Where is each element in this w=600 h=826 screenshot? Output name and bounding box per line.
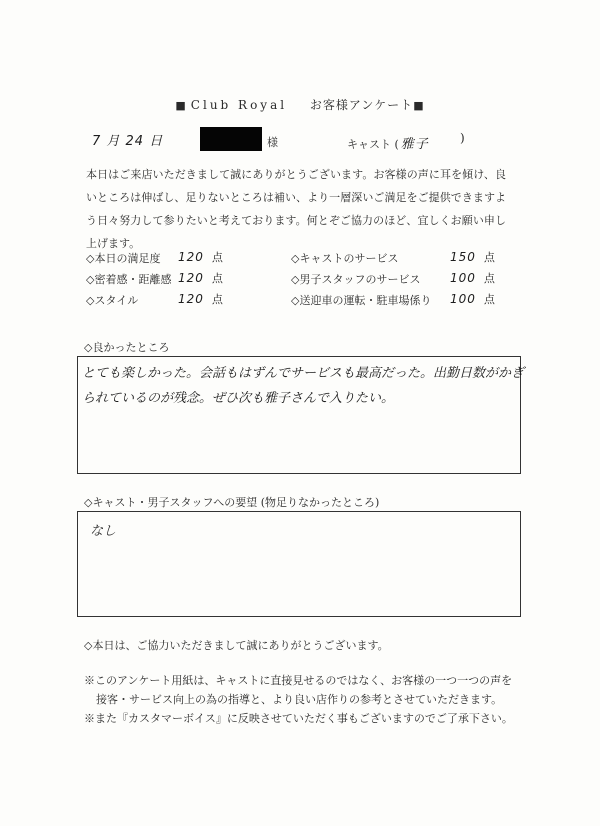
requests-label: ◇キャスト・男子スタッフへの要望 (物足りなかったところ) xyxy=(84,496,380,509)
rating-score-closeness xyxy=(178,270,224,286)
cast-label: キャスト ( xyxy=(347,138,399,151)
visit-date: 7 月 24 日 xyxy=(92,134,164,149)
footer-note-3: ※また『カスタマーボイス』に反映させていただく事もございますのでご了承下さい。 xyxy=(84,712,513,725)
survey-title: お客様アンケート xyxy=(309,98,414,112)
intro-paragraph: 本日はご来店いただきまして誠にありがとうございます。お客様の声に耳を傾け、良いところは伸ばし、足りないところは補い、より一層深いご満足をご提供できますよう日々努力して参りたいと考えております。何とぞご協力のほど、宜しくお願い申し上げます。 xyxy=(86,168,506,250)
rating-label-driver-parking: ◇送迎車の運転・駐車場係り xyxy=(291,294,432,307)
requests-box xyxy=(77,511,521,617)
good-points-line-2: られているのが残念。ぜひ次も雅子さんで入りたい。 xyxy=(82,391,395,406)
thanks-note: ◇本日は、ご協力いただきまして誠にありがとうございます。 xyxy=(84,639,389,652)
club-name: Club Royal xyxy=(190,98,288,112)
rating-label-style: ◇スタイル xyxy=(86,294,139,307)
score-unit: 点 xyxy=(483,272,496,285)
cast-name: 雅子 xyxy=(400,137,429,152)
score-value: 100 xyxy=(450,271,476,285)
score-unit: 点 xyxy=(211,293,224,306)
rating-score-style xyxy=(178,291,224,307)
footer-note-1: ※このアンケート用紙は、キャストに直接見せるのではなく、お客様の一つ一つの声を xyxy=(84,674,513,687)
redacted-customer-name xyxy=(200,127,262,151)
score-value: 150 xyxy=(450,250,476,264)
score-unit: 点 xyxy=(483,293,496,306)
score-unit: 点 xyxy=(211,272,224,285)
score-value: 120 xyxy=(178,250,204,264)
good-points-line-1: とても楽しかった。会話もはずんでサービスも最高だった。出勤日数がかぎ xyxy=(82,366,525,381)
rating-label-cast-service: ◇キャストのサービス xyxy=(291,252,399,265)
rating-score-cast-service xyxy=(450,249,496,265)
good-points-label: ◇良かったところ xyxy=(84,341,170,354)
rating-label-closeness: ◇密着感・距離感 xyxy=(86,273,172,286)
score-value: 100 xyxy=(450,292,476,306)
score-value: 120 xyxy=(178,292,204,306)
customer-suffix: 様 xyxy=(267,136,278,149)
cast-close-paren: ) xyxy=(460,131,465,145)
score-unit: 点 xyxy=(483,251,496,264)
score-value: 120 xyxy=(178,271,204,285)
rating-score-driver-parking xyxy=(450,291,496,307)
footer-note-2: 接客・サービス向上の為の指導と、より良い店作りの参考とさせていただきます。 xyxy=(96,693,503,706)
square-mark-left: ■ xyxy=(175,99,187,112)
requests-answer: なし xyxy=(90,524,117,539)
cast-field xyxy=(347,133,429,152)
rating-score-satisfaction xyxy=(178,249,224,265)
score-unit: 点 xyxy=(211,251,224,264)
rating-label-staff-service: ◇男子スタッフのサービス xyxy=(291,273,421,286)
rating-label-satisfaction: ◇本日の満足度 xyxy=(86,252,161,265)
survey-header xyxy=(0,96,600,113)
square-mark-right: ■ xyxy=(413,99,425,112)
rating-score-staff-service xyxy=(450,270,496,286)
good-points-box xyxy=(77,356,525,474)
